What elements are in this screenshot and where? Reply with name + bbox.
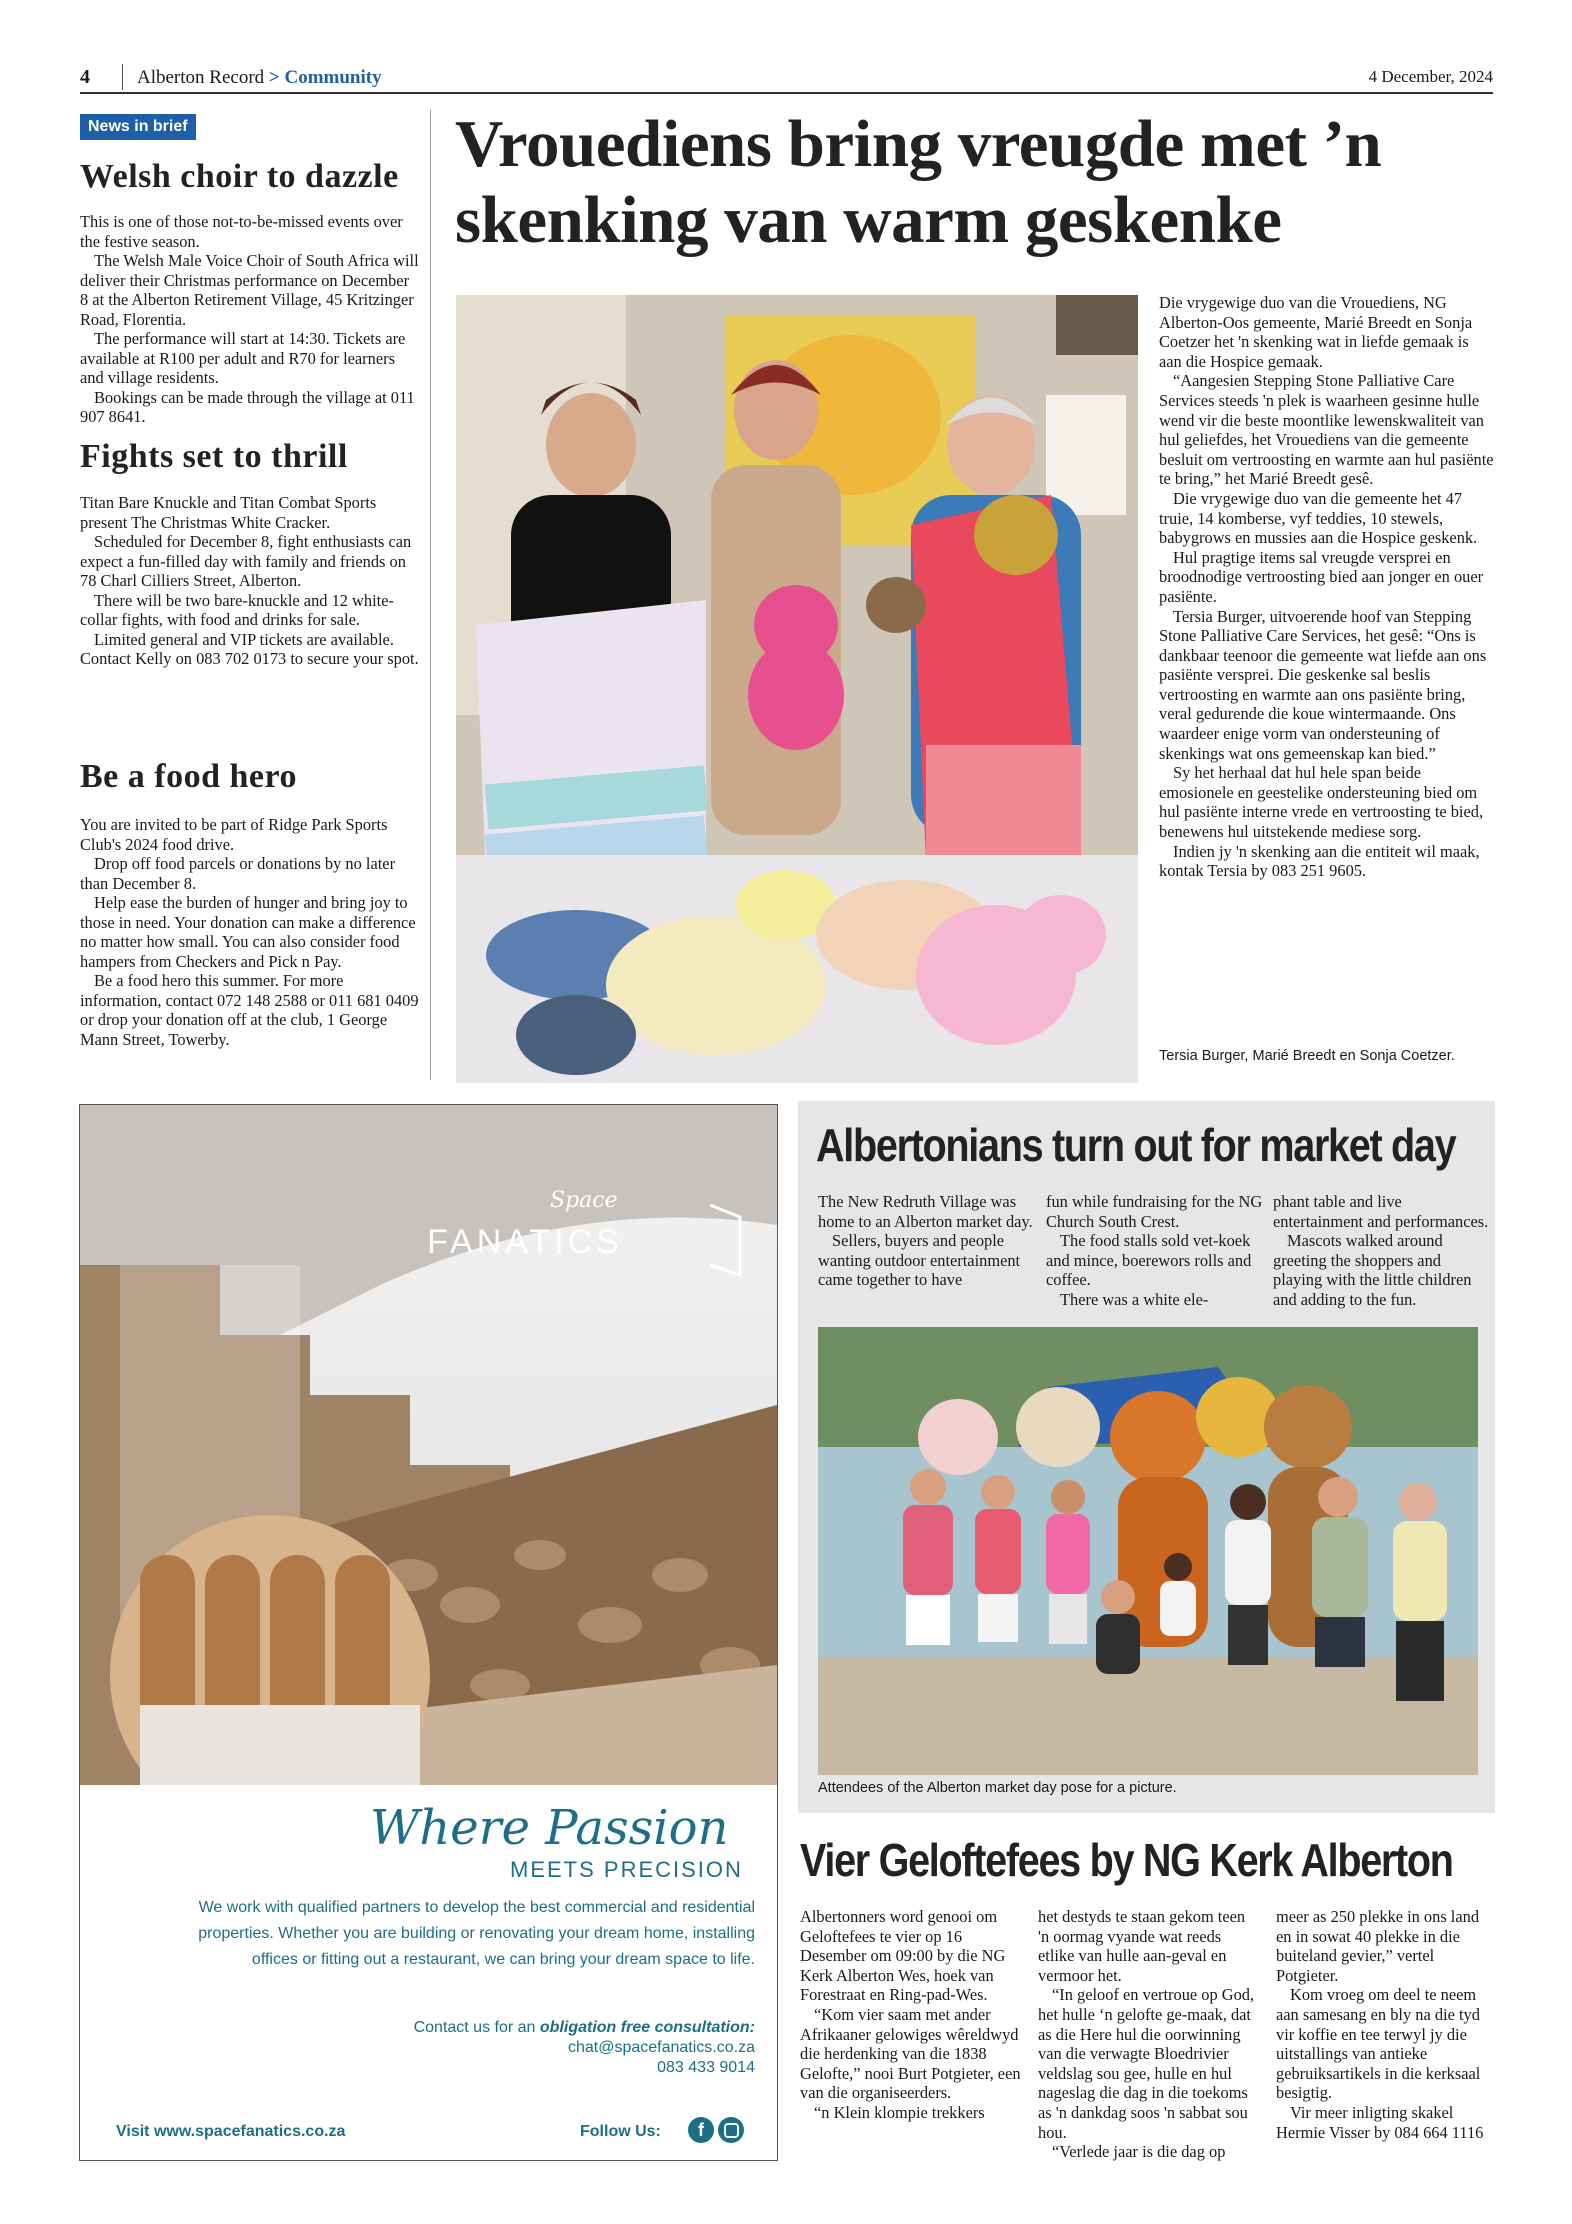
brand-script-text: Space [550,1188,618,1213]
market-photo-illustration [818,1327,1478,1775]
follow-us-label: Follow Us: [580,2123,661,2140]
instagram-icon[interactable] [718,2117,744,2143]
brief-body-2 [80,493,420,669]
page-number: 4 [80,66,90,88]
paragraph: “Kom vier saam met ander Afrikaaner gelowiges wêreldwyd die herdenking van die 1838 Gelofte,” nooi Burt Potgieter, een van die organiseerders. [800,2004,1021,2103]
paragraph: fun while fundraising for the NG Church South Crest. [1046,1192,1263,1231]
paragraph: Tersia Burger, uitvoerende hoof van Stepping Stone Palliative Care Services, het gesê: “Ons is dankbaar teenoor die gemeente wat liefde aan ons pasiënte versprei. Die geskenke sal beslis vertroosting en warmte aan ons pasiënte bring, veral gedurende die koue wintermaande. Ons waardeer enige vorm van ondersteuning of skenkings wat ons gemeenskap kan bied.” [1159,606,1487,763]
paragraph: The Welsh Male Voice Choir of South Africa will deliver their Christmas performance on December 8 at the Alberton Retirement Village, 45 Kritzinger Road, Florentia. [80,251,419,329]
brief-headline-2: Fights set to thrill [80,438,348,475]
vier-column-3 [1276,1907,1498,2142]
donation-photo-illustration [456,295,1138,1083]
paragraph: het destyds te staan gekom teen 'n oormag vyande wat reeds etlike van hulle aan-geval en vermoor het. [1038,1907,1246,1985]
paragraph: There will be two bare-knuckle and 12 white-collar fights, with food and drinks for sale. [80,590,394,629]
column-divider [430,110,431,1080]
publication-title: Alberton Record [137,67,265,88]
header-divider [122,64,123,90]
vier-column-2 [1038,1907,1260,2162]
contact-emphasis: obligation free consultation: [539,2019,755,2036]
brand-text: FANATICS [427,1223,623,1261]
advert-email[interactable]: chat@spacefanatics.co.za [567,2039,755,2056]
paragraph: Kom vroeg om deel te neem aan samesang en bly na die tyd vir koffie en tee terwyl jy die uitstallings van antieke gebruiksartikels in die kerksaal besigtig. [1276,1985,1481,2103]
brief-headline-3: Be a food hero [80,758,297,795]
paragraph: Mascots walked around greeting the shoppers and playing with the little children and adding to the fun. [1273,1231,1472,1309]
paragraph: Bookings can be made through the village at 011 907 8641. [80,387,415,426]
paragraph: Indien jy 'n skenking aan die entiteit wil maak, kontak Tersia by 083 251 9605. [1159,841,1480,881]
paragraph: Albertonners word genooi om Geloftefees te vier op 16 Desember om 09:00 by die NG Kerk Alberton Wes, hoek van Forestraat en Ring-pad-Wes. [800,1907,1006,2005]
market-column-3 [1273,1192,1491,1310]
photo-caption: Tersia Burger, Marié Breedt en Sonja Coetzer. [1159,1048,1455,1064]
advert-tagline-caps: MEETS PRECISION [510,1857,743,1882]
donation-photo [456,295,1138,1083]
paragraph: Die vrygewige duo van die gemeente het 47 truie, 14 komberse, vyf teddies, 10 stewels, babygrows en mussies aan die Hospice geskenk. [1159,488,1478,548]
header-rule [80,92,1493,94]
issue-date: 4 December, 2024 [1368,67,1493,86]
paragraph: Vir meer inligting skakel Hermie Visser by 084 664 1116 [1276,2102,1484,2142]
main-story-body [1159,293,1495,881]
brief-headline-1: Welsh choir to dazzle [80,158,399,195]
advert-contact [280,2018,755,2078]
advert-interior-illustration [80,1105,777,1785]
paragraph: Sy het herhaal dat hul hele span beide emosionele en geestelike ondersteuning bied om hul pasiënte interne vrede en vertroosting te bied, benewens hul uitstekende mediese sorg. [1159,763,1484,842]
space-fanatics-advert[interactable] [79,1104,778,2161]
paragraph: “In geloof en vertroue op God, het hulle ‘n gelofte ge-maak, dat as die Here hul die oorwinning van die verwagte Bloedrivier veldslag sou gee, hulle en hul nageslag die dag in die toekoms as 'n dankdag soos 'n sabbat sou hou. [1038,1985,1255,2142]
contact-lead: Contact us for an [413,2019,536,2036]
page-header [80,62,1493,92]
paragraph: Help ease the burden of hunger and bring joy to those in need. Your donation can make a difference no matter how small. You can also consider food hampers from Checkers and Pick n Pay. [80,893,416,971]
paragraph: “Verlede jaar is die dag op [1052,2142,1226,2162]
paragraph: You are invited to be part of Ridge Park Sports Club's 2024 food drive. [80,815,388,854]
main-headline: Vrouediens bring vreugde met ’n skenking van warm geskenke [455,107,1382,257]
market-photo-caption: Attendees of the Alberton market day pose for a picture. [818,1780,1177,1796]
paragraph: Limited general and VIP tickets are available. Contact Kelly on 083 702 0173 to secure your spot. [80,629,419,668]
brief-body-3 [80,815,420,1049]
advert-website[interactable]: Visit www.spacefanatics.co.za [116,2123,346,2140]
breadcrumb-separator: > [268,67,280,88]
paragraph: Sellers, buyers and people wanting outdoor entertainment came together to have [818,1231,1021,1290]
paragraph: The New Redruth Village was home to an Alberton market day. [818,1192,1033,1231]
news-in-brief-label: News in brief [80,114,196,140]
paragraph: The performance will start at 14:30. Tickets are available at R100 per adult and R70 for learners and village residents. [80,329,406,387]
paragraph: Scheduled for December 8, fight enthusiasts can expect a fun-filled day with family and friends on 78 Charl Cilliers Street, Alberton. [80,532,412,590]
paragraph: The food stalls sold vet-koek and mince, boerewors rolls and coffee. [1046,1231,1252,1290]
paragraph: “n Klein klompie trekkers [814,2102,985,2122]
advert-phone[interactable]: 083 433 9014 [657,2059,755,2076]
market-headline: Albertonians turn out for market day [816,1119,1456,1171]
paragraph: phant table and live entertainment and performances. [1273,1192,1489,1231]
paragraph: Die vrygewige duo van die Vrouediens, NG Alberton-Oos gemeente, Marié Breedt en Sonja Coetzer het 'n skenking wat in liefde gemaak is aan die Hospice gemaak. [1159,293,1473,371]
paragraph: “Aangesien Stepping Stone Palliative Care Services steeds 'n plek is waarheen gesinne hulle wend vir die beste moontlike lewenskwaliteit van hul geliefdes, het Vrouediens van die gemeente besluit om vertroosting en warmte aan hul pasiënte te bring,” het Marié Breedt gesê. [1159,371,1494,489]
paragraph: This is one of those not-to-be-missed events over the festive season. [80,212,403,251]
facebook-icon[interactable]: f [688,2117,714,2143]
market-photo [818,1327,1478,1775]
section-name: Community [284,67,382,88]
brief-body-1 [80,212,420,427]
vier-column-1 [800,1907,1022,2123]
paragraph: There was a white ele- [1060,1289,1209,1309]
market-column-1 [818,1192,1036,1290]
paragraph: meer as 250 plekke in ons land en in sowat 40 plekke in die buiteland gevier,” vertel Potgieter. [1276,1907,1480,1985]
paragraph: Drop off food parcels or donations by no later than December 8. [80,854,396,893]
vier-headline: Vier Geloftefees by NG Kerk Alberton [800,1834,1453,1886]
publication-name [137,67,382,89]
paragraph: Titan Bare Knuckle and Titan Combat Sports present The Christmas White Cracker. [80,493,377,532]
advert-tagline-script: Where Passion [370,1800,729,1856]
paragraph: Hul pragtige items sal vreugde versprei en broodnodige vertroosting bied aan jonger en ouer pasiënte. [1159,547,1484,606]
paragraph: Be a food hero this summer. For more information, contact 072 148 2588 or 011 681 0409 or drop your donation off at the club, 1 George Mann Street, Towerby. [80,971,419,1049]
market-column-2 [1046,1192,1264,1310]
advert-body: We work with qualified partners to develop the best commercial and residential properties. Whether you are building or renovating your dream home, installing offices or fitting out a restaurant, we can bring your dream space to life. [198,1899,755,1968]
